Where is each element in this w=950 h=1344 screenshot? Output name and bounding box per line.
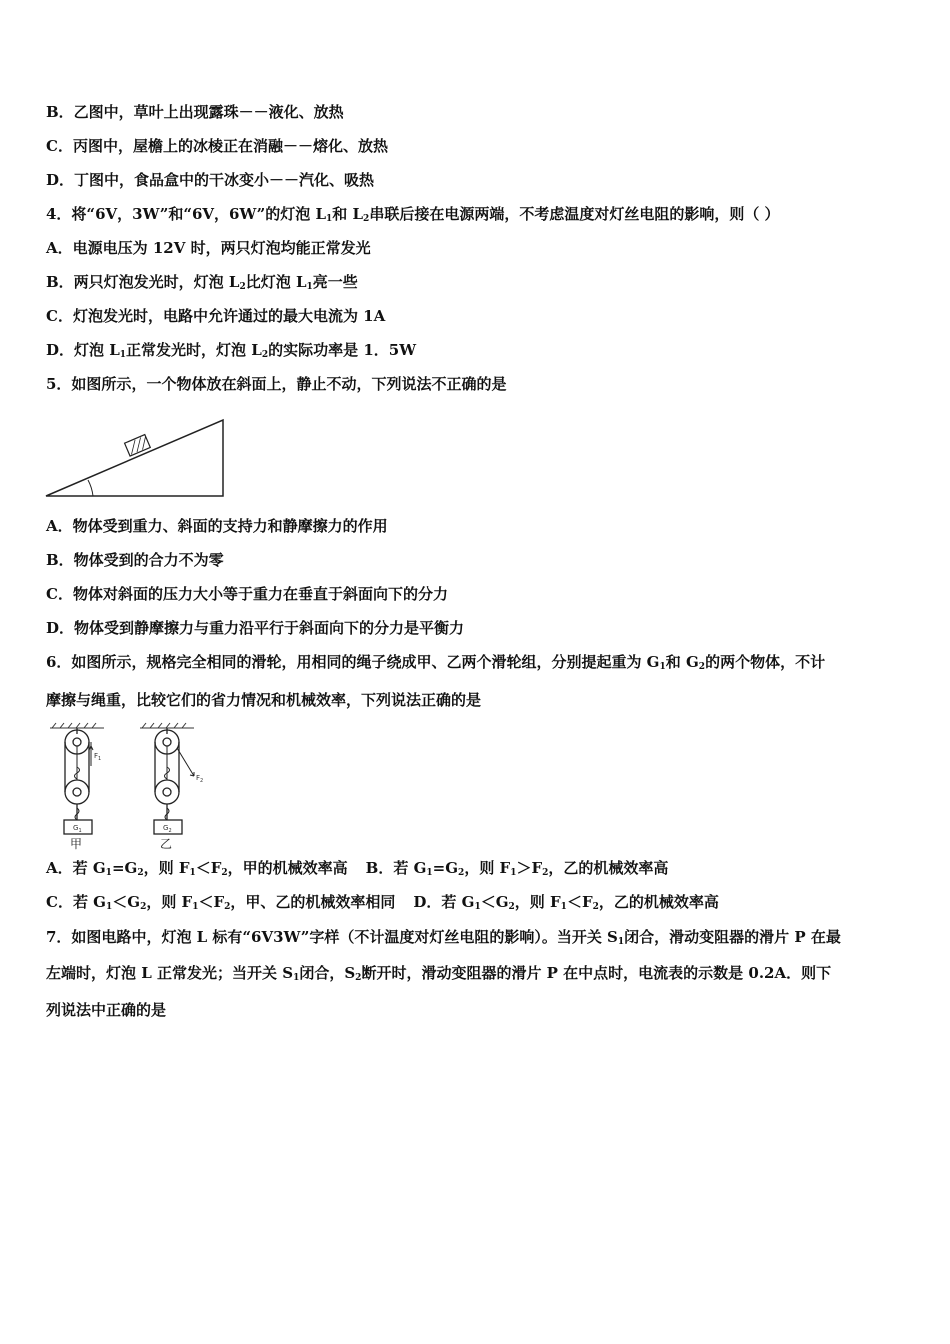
q7-stem-line3: 列说法中正确的是 (46, 1001, 167, 1019)
weight-label-g2: $G_2$ (163, 824, 172, 834)
q6-option-d: D．若 $G_1<G_2$，则 $F_1<F_2$，乙的机械效率高 (413, 893, 719, 912)
q6-stem: 6．如图所示，规格完全相同的滑轮，用相同的绳子绕成甲、乙两个滑轮组，分别提起重为 $G_1$和 $G_2$的两个物体，不计 (46, 653, 826, 672)
pulley-figure (44, 722, 224, 852)
q7-stem-line2: 左端时，灯泡 L 正常发光；当开关 $S_1$闭合，$S_2$断开时，滑动变阻器的滑片 P 在中点时，电流表的示数是 0.2A．则下 (46, 964, 832, 983)
q4-option-c: C．灯泡发光时，电路中允许通过的最大电流为 1A (46, 307, 386, 325)
q4-option-a: A．电源电压为 12V 时，两只灯泡均能正常发光 (46, 239, 371, 257)
q3-option-d: D．丁图中，食品盒中的干冰变小－－汽化、吸热 (46, 171, 375, 189)
q5-option-a: A．物体受到重力、斜面的支持力和静摩擦力的作用 (46, 517, 388, 535)
incline-triangle (46, 420, 223, 496)
q6-options-cd (46, 892, 719, 912)
incline-figure (40, 412, 230, 504)
q4-stem: 4．将“6V，3W”和“6V，6W”的灯泡 $L_1$和 $L_2$串联后接在电源两端，不考虑温度对灯丝电阻的影响，则（ ） (46, 205, 780, 224)
q5-option-c: C．物体对斜面的压力大小等于重力在垂直于斜面向下的分力 (46, 585, 448, 603)
angle-arc (88, 480, 93, 496)
q4-option-b: B．两只灯泡发光时，灯泡 $L_2$比灯泡 $L_1$亮一些 (46, 273, 358, 292)
q6-stem-line2: 摩擦与绳重，比较它们的省力情况和机械效率，下列说法正确的是 (46, 691, 482, 709)
force-label-f1: $F_1$ (94, 752, 102, 762)
q6-option-a: A．若 $G_1=G_2$，则 $F_1<F_2$，甲的机械效率高 (46, 859, 348, 878)
q6-option-c: C．若 $G_1<G_2$，则 $F_1<F_2$，甲、乙的机械效率相同 (46, 893, 396, 912)
q6-option-b: B．若 $G_1=G_2$，则 $F_1>F_2$，乙的机械效率高 (365, 859, 669, 878)
weight-label-g1: $G_1$ (73, 824, 82, 834)
q5-option-b: B．物体受到的合力不为零 (46, 551, 224, 569)
q5-option-d: D．物体受到静摩擦力与重力沿平行于斜面向下的分力是平衡力 (46, 619, 465, 637)
q6-options-ab (46, 858, 668, 878)
q5-stem: 5．如图所示，一个物体放在斜面上，静止不动，下列说法不正确的是 (46, 375, 507, 393)
pulley-jia (64, 728, 93, 834)
figure-label-jia: 甲 (70, 837, 83, 851)
force-label-f2: $F_2$ (196, 774, 204, 784)
q4-option-d: D．灯泡 $L_1$正常发光时，灯泡 $L_2$的实际功率是 1．5W (46, 341, 417, 360)
q7-stem-line1: 7．如图电路中，灯泡 L 标有“6V3W”字样（不计温度对灯丝电阻的影响）。当开关 $S_1$闭合，滑动变阻器的滑片 P 在最 (46, 928, 841, 947)
figure-label-yi: 乙 (160, 837, 173, 851)
q3-option-b: B．乙图中，草叶上出现露珠－－液化、放热 (46, 103, 344, 121)
pulley-yi (154, 728, 194, 834)
q3-option-c: C．丙图中，屋檐上的冰棱正在消融－－熔化、放热 (46, 137, 388, 155)
